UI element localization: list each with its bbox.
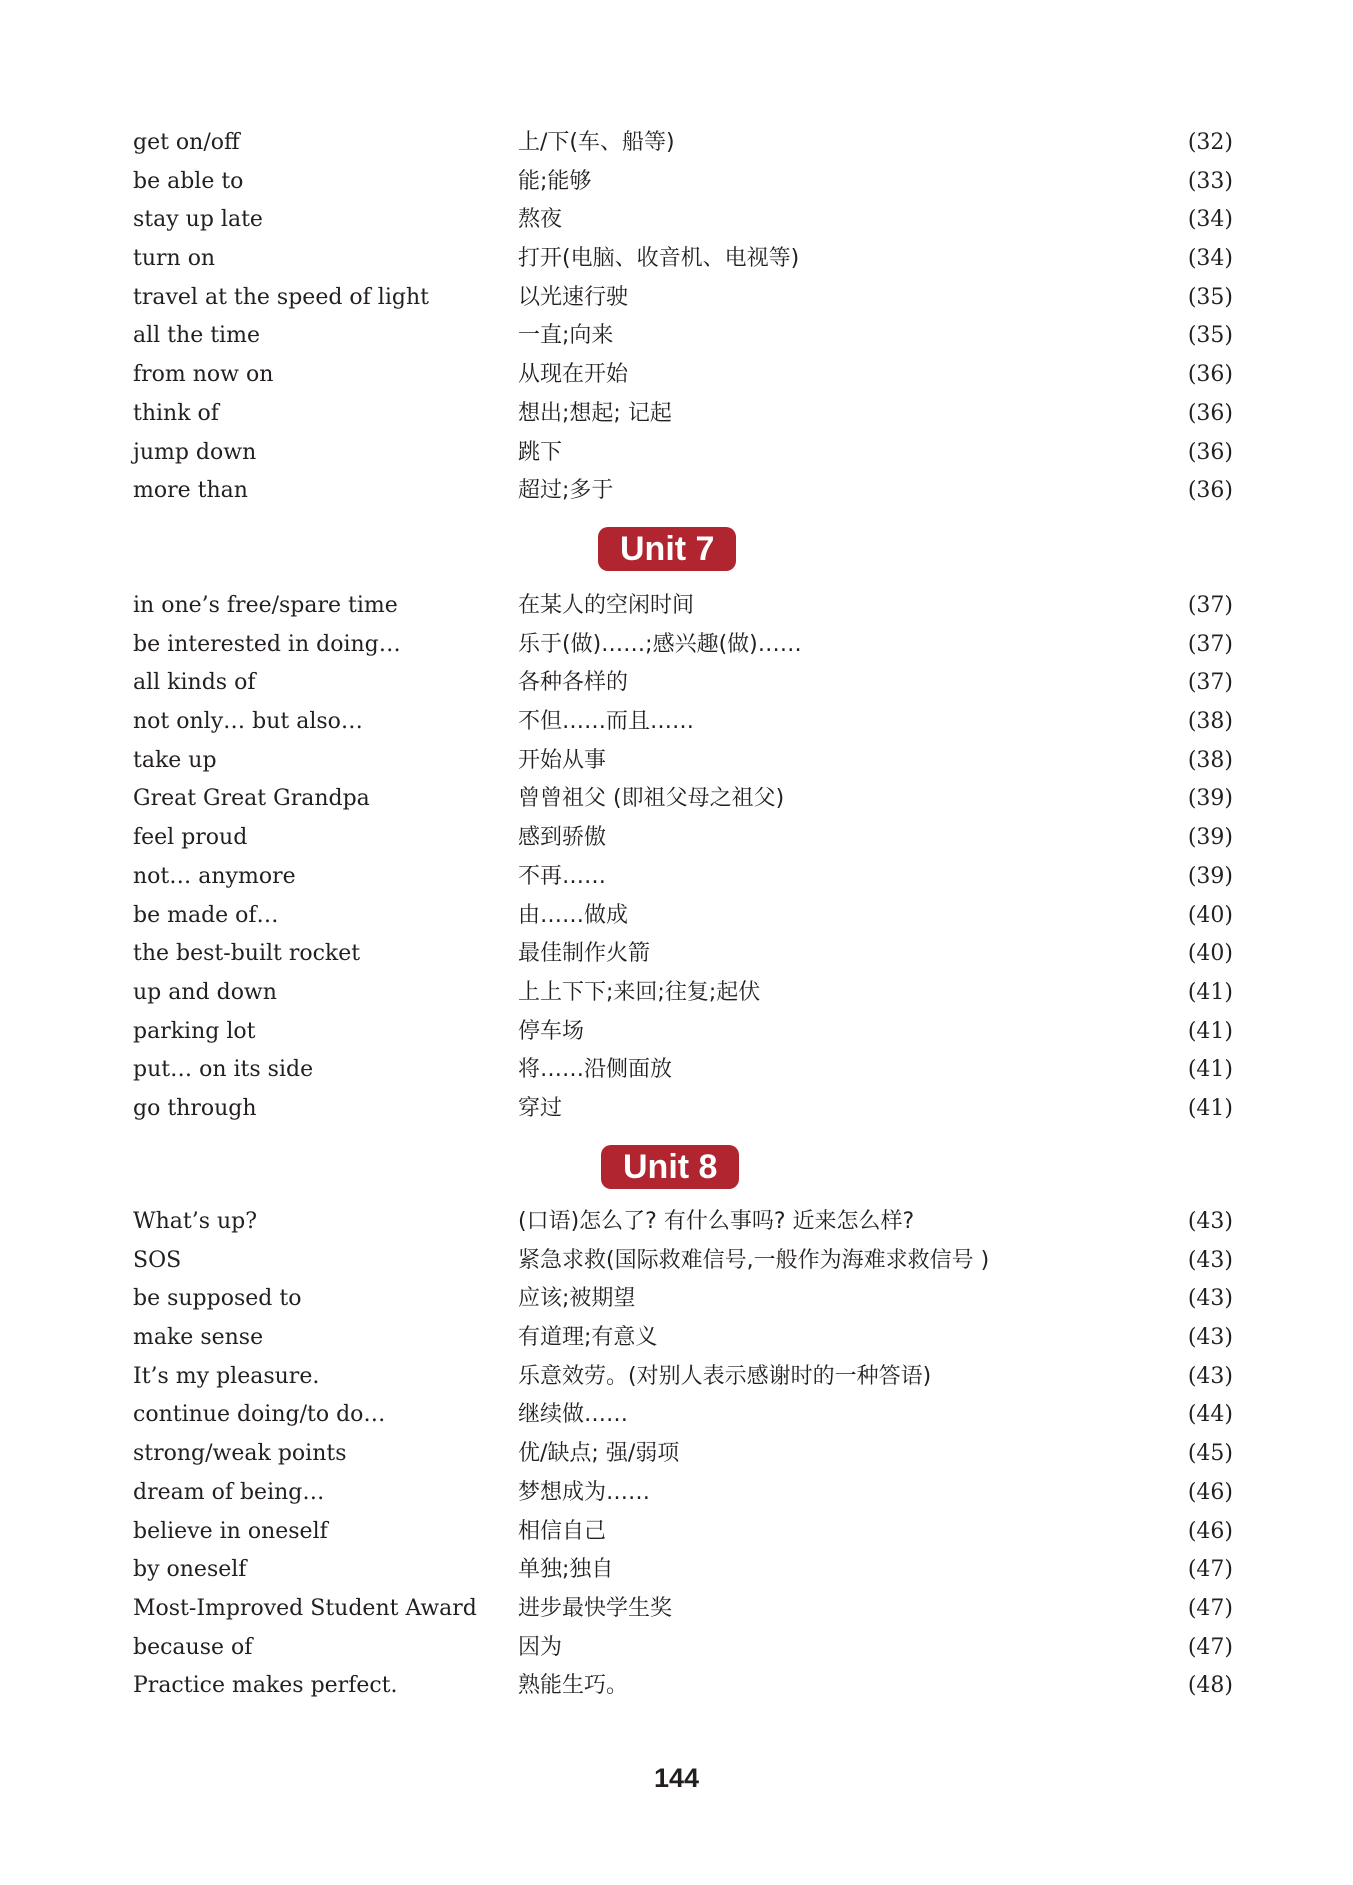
vocab-row: [133, 1090, 1233, 1129]
english-phrase: continue doing/to do…: [133, 1402, 386, 1428]
english-phrase: It’s my pleasure.: [133, 1363, 320, 1389]
chinese-meaning: 乐于(做)……;感兴趣(做)……: [518, 631, 802, 657]
vocab-row: [133, 1358, 1233, 1397]
english-phrase: Most-Improved Student Award: [133, 1595, 477, 1621]
english-phrase: more than: [133, 478, 248, 504]
page-reference: (33): [1187, 168, 1233, 194]
chinese-meaning: 感到骄傲: [518, 825, 607, 851]
page-reference: (34): [1187, 207, 1233, 233]
english-phrase: think of: [133, 400, 219, 426]
vocab-row: [133, 356, 1233, 395]
vocab-row: [133, 317, 1233, 356]
vocab-row: [133, 974, 1233, 1013]
vocab-row: [133, 240, 1233, 279]
page-reference: (35): [1187, 323, 1233, 349]
vocab-row: [133, 1667, 1233, 1706]
chinese-meaning: 跳下: [518, 439, 563, 465]
page-reference: (47): [1187, 1557, 1233, 1583]
vocab-row: [133, 1051, 1233, 1090]
page-reference: (41): [1187, 979, 1233, 1005]
vocab-row: [133, 858, 1233, 897]
chinese-meaning: 曾曾祖父 (即祖父母之祖父): [518, 786, 785, 812]
page-reference: (46): [1187, 1518, 1233, 1544]
vocab-row: [133, 780, 1233, 819]
chinese-meaning: 一直;向来: [518, 323, 614, 349]
chinese-meaning: 各种各样的: [518, 670, 629, 696]
vocab-row: [133, 664, 1233, 703]
unit-7-vocabulary-list: [133, 587, 1233, 1129]
vocab-row: [133, 1242, 1233, 1281]
page-reference: (37): [1187, 670, 1233, 696]
page-reference: (43): [1187, 1286, 1233, 1312]
english-phrase: by oneself: [133, 1557, 247, 1583]
vocab-row: [133, 395, 1233, 434]
unit-7-badge: Unit 7: [598, 527, 736, 571]
page-reference: (38): [1187, 747, 1233, 773]
english-phrase: travel at the speed of light: [133, 284, 429, 310]
page-reference: (47): [1187, 1595, 1233, 1621]
unit-8-vocabulary-list: [133, 1203, 1233, 1706]
english-phrase: the best-built rocket: [133, 941, 361, 967]
english-phrase: because of: [133, 1634, 253, 1660]
vocab-row: [133, 1435, 1233, 1474]
chinese-meaning: 由……做成: [518, 902, 629, 928]
page-reference: (36): [1187, 439, 1233, 465]
vocab-row: [133, 1396, 1233, 1435]
vocab-row: [133, 1551, 1233, 1590]
vocab-row: [133, 1203, 1233, 1242]
page-reference: (39): [1187, 786, 1233, 812]
page-reference: (35): [1187, 284, 1233, 310]
vocab-row: [133, 1319, 1233, 1358]
chinese-meaning: 超过;多于: [518, 478, 614, 504]
english-phrase: jump down: [133, 439, 257, 465]
vocab-row: [133, 1013, 1233, 1052]
page-reference: (41): [1187, 1057, 1233, 1083]
chinese-meaning: 以光速行驶: [518, 284, 629, 310]
english-phrase: up and down: [133, 979, 277, 1005]
page-reference: (43): [1187, 1363, 1233, 1389]
vocabulary-list-continued: [133, 124, 1233, 511]
english-phrase: all kinds of: [133, 670, 256, 696]
page-reference: (46): [1187, 1479, 1233, 1505]
chinese-meaning: 进步最快学生奖: [518, 1595, 673, 1621]
chinese-meaning: 熟能生巧。: [518, 1673, 629, 1699]
vocab-row: [133, 819, 1233, 858]
page-reference: (48): [1187, 1673, 1233, 1699]
page-reference: (41): [1187, 1018, 1233, 1044]
chinese-meaning: 将……沿侧面放: [518, 1057, 673, 1083]
chinese-meaning: 紧急求救(国际救难信号,一般作为海难求救信号 ): [518, 1247, 990, 1273]
english-phrase: not… anymore: [133, 863, 296, 889]
page-reference: (39): [1187, 825, 1233, 851]
english-phrase: in one’s free/spare time: [133, 593, 398, 618]
chinese-meaning: 继续做……: [518, 1402, 629, 1428]
page-reference: (40): [1187, 941, 1233, 967]
english-phrase: make sense: [133, 1325, 264, 1351]
chinese-meaning: 不但……而且……: [518, 709, 695, 735]
page-reference: (37): [1187, 631, 1233, 657]
chinese-meaning: 上/下(车、船等): [518, 130, 675, 155]
english-phrase: get on/off: [133, 130, 240, 155]
english-phrase: believe in oneself: [133, 1518, 328, 1544]
english-phrase: dream of being…: [133, 1479, 325, 1505]
english-phrase: not only… but also…: [133, 709, 363, 735]
chinese-meaning: 相信自己: [518, 1518, 607, 1544]
page-reference: (37): [1187, 593, 1233, 618]
english-phrase: take up: [133, 747, 217, 773]
page-reference: (32): [1187, 130, 1233, 155]
chinese-meaning: (口语)怎么了? 有什么事吗? 近来怎么样?: [518, 1209, 915, 1234]
page-reference: (43): [1187, 1247, 1233, 1273]
english-phrase: stay up late: [133, 207, 263, 233]
english-phrase: Practice makes perfect.: [133, 1673, 398, 1699]
chinese-meaning: 能;能够: [518, 168, 592, 194]
vocab-row: [133, 703, 1233, 742]
english-phrase: be able to: [133, 168, 244, 194]
english-phrase: parking lot: [133, 1018, 256, 1044]
english-phrase: be interested in doing…: [133, 631, 401, 657]
chinese-meaning: 最佳制作火箭: [518, 941, 651, 967]
english-phrase: put… on its side: [133, 1057, 314, 1083]
english-phrase: strong/weak points: [133, 1441, 347, 1467]
page-reference: (43): [1187, 1209, 1233, 1234]
chinese-meaning: 穿过: [518, 1095, 563, 1121]
chinese-meaning: 梦想成为……: [518, 1479, 651, 1505]
vocab-row: [133, 434, 1233, 473]
page-reference: (47): [1187, 1634, 1233, 1660]
page-reference: (40): [1187, 902, 1233, 928]
page-reference: (36): [1187, 362, 1233, 388]
page-reference: (45): [1187, 1441, 1233, 1467]
english-phrase: Great Great Grandpa: [133, 786, 370, 812]
vocab-row: [133, 935, 1233, 974]
vocab-row: [133, 201, 1233, 240]
page-reference: (34): [1187, 246, 1233, 272]
vocab-row: [133, 626, 1233, 665]
vocab-row: [133, 1513, 1233, 1552]
vocab-row: [133, 742, 1233, 781]
english-phrase: feel proud: [133, 825, 248, 851]
vocab-row: [133, 587, 1233, 626]
vocab-row: [133, 897, 1233, 936]
vocab-row: [133, 124, 1233, 163]
chinese-meaning: 打开(电脑、收音机、电视等): [518, 246, 800, 272]
vocab-row: [133, 1474, 1233, 1513]
page-reference: (36): [1187, 400, 1233, 426]
page-reference: (41): [1187, 1095, 1233, 1121]
english-phrase: go through: [133, 1095, 257, 1121]
chinese-meaning: 不再……: [518, 863, 607, 889]
chinese-meaning: 有道理;有意义: [518, 1325, 658, 1351]
page-reference: (39): [1187, 863, 1233, 889]
english-phrase: be made of…: [133, 902, 279, 928]
page-reference: (43): [1187, 1325, 1233, 1351]
chinese-meaning: 熬夜: [518, 207, 563, 233]
chinese-meaning: 从现在开始: [518, 362, 629, 388]
chinese-meaning: 想出;想起; 记起: [518, 400, 672, 426]
vocab-row: [133, 1590, 1233, 1629]
english-phrase: turn on: [133, 246, 216, 272]
chinese-meaning: 上上下下;来回;往复;起伏: [518, 979, 761, 1005]
chinese-meaning: 单独;独自: [518, 1557, 614, 1583]
chinese-meaning: 在某人的空闲时间: [518, 593, 695, 618]
english-phrase: from now on: [133, 362, 274, 388]
vocab-row: [133, 1629, 1233, 1668]
vocab-row: [133, 472, 1233, 511]
unit-8-badge: Unit 8: [601, 1145, 739, 1189]
chinese-meaning: 停车场: [518, 1018, 585, 1044]
english-phrase: SOS: [133, 1247, 182, 1273]
vocab-row: [133, 1280, 1233, 1319]
english-phrase: What’s up?: [133, 1209, 258, 1234]
chinese-meaning: 乐意效劳。(对别人表示感谢时的一种答语): [518, 1363, 932, 1389]
chinese-meaning: 因为: [518, 1634, 563, 1660]
english-phrase: be supposed to: [133, 1286, 302, 1312]
chinese-meaning: 应该;被期望: [518, 1286, 636, 1312]
chinese-meaning: 开始从事: [518, 747, 607, 773]
page-reference: (38): [1187, 709, 1233, 735]
vocab-row: [133, 279, 1233, 318]
vocab-row: [133, 163, 1233, 202]
page-reference: (36): [1187, 478, 1233, 504]
page-number: 144: [653, 1763, 700, 1793]
page-reference: (44): [1187, 1402, 1233, 1428]
chinese-meaning: 优/缺点; 强/弱项: [518, 1441, 680, 1467]
english-phrase: all the time: [133, 323, 260, 349]
